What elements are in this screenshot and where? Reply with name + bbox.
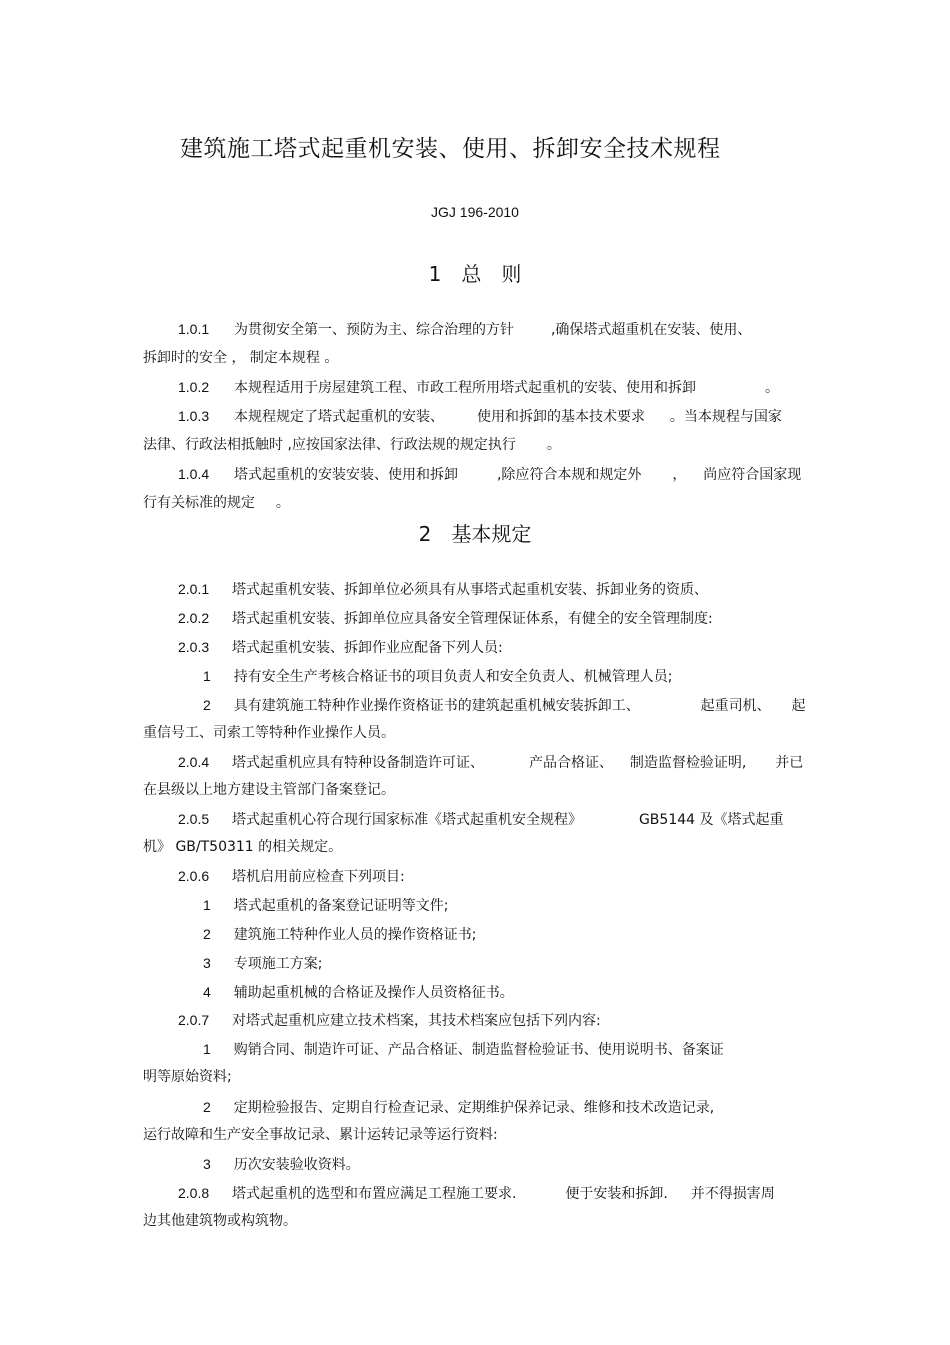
item-2-0-7-3 bbox=[203, 1155, 360, 1174]
item-text: 定期检验报告、定期自行检查记录、定期维护保养记录、维修和技术改造记录, bbox=[233, 1100, 715, 1116]
clause-1-0-4-continued bbox=[143, 494, 290, 512]
item-2-0-7-1 bbox=[203, 1040, 724, 1059]
clause-text: 塔式起重机安装、拆卸单位应具备安全管理保证体系，有健全的安全管理制度: bbox=[232, 611, 713, 627]
item-text: 建筑施工特种作业人员的操作资格证书; bbox=[233, 927, 477, 943]
clause-2-0-1 bbox=[178, 580, 708, 599]
clause-text: 制造监督检验证明, bbox=[629, 755, 747, 771]
clause-text: 塔式起重机应具有特种设备制造许可证、 bbox=[232, 755, 485, 771]
clause-text: 使用和拆卸的基本技术要求 bbox=[476, 409, 645, 425]
clause-text: 。 bbox=[546, 437, 561, 453]
item-2-0-7-2 bbox=[203, 1098, 714, 1117]
item-text: 具有建筑施工特种作业操作资格证书的建筑起重机械安装拆卸工、 bbox=[233, 698, 640, 714]
clause-2-0-8 bbox=[178, 1184, 775, 1203]
clause-text: 并不得损害周 bbox=[690, 1186, 775, 1202]
clause-2-0-5 bbox=[178, 810, 784, 829]
clause-text: 塔式起重机安装、拆卸单位必须具有从事塔式起重机安装、拆卸业务的资质、 bbox=[232, 582, 709, 598]
item-2-0-7-2-continued: 运行故障和生产安全事故记录、累计运转记录等运行资料: bbox=[143, 1127, 498, 1143]
item-2-0-6-2 bbox=[203, 925, 476, 944]
clause-text: 行有关标准的规定 bbox=[143, 495, 255, 511]
clause-2-0-5-continued: 机》 GB/T50311 的相关规定。 bbox=[143, 839, 343, 855]
item-2-0-3-2-continued: 重信号工、司索工等特种作业操作人员。 bbox=[143, 725, 395, 741]
item-2-0-6-1 bbox=[203, 896, 448, 915]
section-2-heading: 2 基本规定 bbox=[418, 522, 532, 546]
item-2-0-6-4 bbox=[203, 983, 514, 1002]
clause-number: 2.0.1 bbox=[178, 581, 210, 597]
clause-text: 产品合格证、 bbox=[528, 755, 613, 771]
clause-text: 尚应符合国家现 bbox=[703, 467, 802, 483]
clause-1-0-3-continued bbox=[143, 436, 561, 454]
clause-text: 并已 bbox=[775, 755, 804, 771]
clause-1-0-3 bbox=[178, 407, 782, 426]
clause-2-0-6 bbox=[178, 867, 405, 886]
item-number: 3 bbox=[203, 955, 211, 971]
clause-text: 塔式起重机的选型和布置应满足工程施工要求. bbox=[232, 1186, 517, 1202]
item-number: 2 bbox=[203, 697, 211, 713]
section-1-heading: 1 总 则 bbox=[428, 262, 522, 286]
clause-text: ,确保塔式超重机在安装、使用、 bbox=[550, 322, 752, 338]
clause-2-0-4 bbox=[178, 753, 803, 772]
standard-code: JGJ 196-2010 bbox=[431, 204, 519, 220]
clause-text: ,除应符合本规和规定外 bbox=[496, 467, 642, 483]
item-2-0-6-3 bbox=[203, 954, 322, 973]
item-2-0-7-1-continued: 明等原始资料; bbox=[143, 1069, 232, 1085]
clause-2-0-3 bbox=[178, 638, 503, 657]
document-title: 建筑施工塔式起重机安装、使用、拆卸安全技术规程 bbox=[180, 136, 721, 162]
item-text: 起 bbox=[791, 698, 806, 714]
clause-text: 。 bbox=[275, 495, 290, 511]
clause-text: GB5144 及《塔式起重 bbox=[638, 812, 784, 828]
clause-text: 对塔式起重机应建立技术档案，其技术档案应包括下列内容: bbox=[232, 1013, 601, 1029]
item-text: 历次安装验收资料。 bbox=[233, 1157, 360, 1173]
clause-text: 。当本规程与国家 bbox=[669, 409, 782, 425]
clause-number: 2.0.7 bbox=[178, 1012, 210, 1028]
clause-text: 便于安装和拆卸. bbox=[565, 1186, 668, 1202]
clause-number: 2.0.3 bbox=[178, 639, 210, 655]
clause-text: ， bbox=[672, 467, 687, 483]
clause-text: 塔机启用前应检查下列项目: bbox=[232, 869, 405, 885]
clause-2-0-4-continued: 在县级以上地方建设主管部门备案登记。 bbox=[143, 782, 395, 798]
clause-text: 塔式起重机心符合现行国家标准《塔式起重机安全规程》 bbox=[232, 812, 583, 828]
clause-number: 1.0.1 bbox=[178, 321, 210, 337]
clause-text: 本规程规定了塔式起重机的安装、 bbox=[234, 409, 445, 425]
clause-text: 法律、行政法相抵触时 ,应按国家法律、行政法规的规定执行 bbox=[143, 437, 516, 453]
item-number: 2 bbox=[203, 1099, 211, 1115]
item-text: 辅助起重机械的合格证及操作人员资格征书。 bbox=[233, 985, 514, 1001]
clause-1-0-4 bbox=[178, 465, 801, 484]
clause-text: 塔式起重机安装、拆卸作业应配备下列人员: bbox=[232, 640, 503, 656]
item-number: 4 bbox=[203, 984, 211, 1000]
clause-2-0-8-continued: 边其他建筑物或构筑物。 bbox=[143, 1213, 297, 1229]
item-number: 1 bbox=[203, 668, 211, 684]
clause-text: 。 bbox=[764, 380, 779, 396]
clause-text: 为贯彻安全第一、预防为主、综合治理的方针 bbox=[234, 322, 515, 338]
item-text: 专项施工方案; bbox=[233, 956, 323, 972]
clause-number: 2.0.8 bbox=[178, 1185, 210, 1201]
item-2-0-3-2 bbox=[203, 696, 806, 715]
item-number: 2 bbox=[203, 926, 211, 942]
item-2-0-3-1 bbox=[203, 667, 672, 686]
clause-2-0-2 bbox=[178, 609, 713, 628]
clause-number: 1.0.2 bbox=[178, 379, 210, 395]
clause-2-0-7 bbox=[178, 1011, 601, 1030]
clause-1-0-2 bbox=[178, 378, 779, 397]
item-text: 购销合同、制造许可证、产品合格证、制造监督检验证书、使用说明书、备案证 bbox=[233, 1042, 724, 1058]
clause-text: 塔式起重机的安装安装、使用和拆卸 bbox=[234, 467, 459, 483]
clause-1-0-1 bbox=[178, 320, 751, 339]
clause-number: 2.0.5 bbox=[178, 811, 210, 827]
clause-number: 1.0.3 bbox=[178, 408, 210, 424]
clause-number: 2.0.2 bbox=[178, 610, 210, 626]
item-text: 塔式起重机的备案登记证明等文件; bbox=[233, 898, 449, 914]
item-number: 1 bbox=[203, 897, 211, 913]
clause-number: 2.0.6 bbox=[178, 868, 210, 884]
clause-1-0-1-continued: 拆卸时的安全 ， 制定本规程 。 bbox=[143, 350, 339, 366]
clause-text: 本规程适用于房屋建筑工程、市政工程所用塔式起重机的安装、使用和拆卸 bbox=[234, 380, 697, 396]
item-text: 起重司机、 bbox=[700, 698, 771, 714]
clause-number: 2.0.4 bbox=[178, 754, 210, 770]
item-text: 持有安全生产考核合格证书的项目负责人和安全负责人、机械管理人员; bbox=[233, 669, 673, 685]
clause-number: 1.0.4 bbox=[178, 466, 210, 482]
item-number: 3 bbox=[203, 1156, 211, 1172]
item-number: 1 bbox=[203, 1041, 211, 1057]
